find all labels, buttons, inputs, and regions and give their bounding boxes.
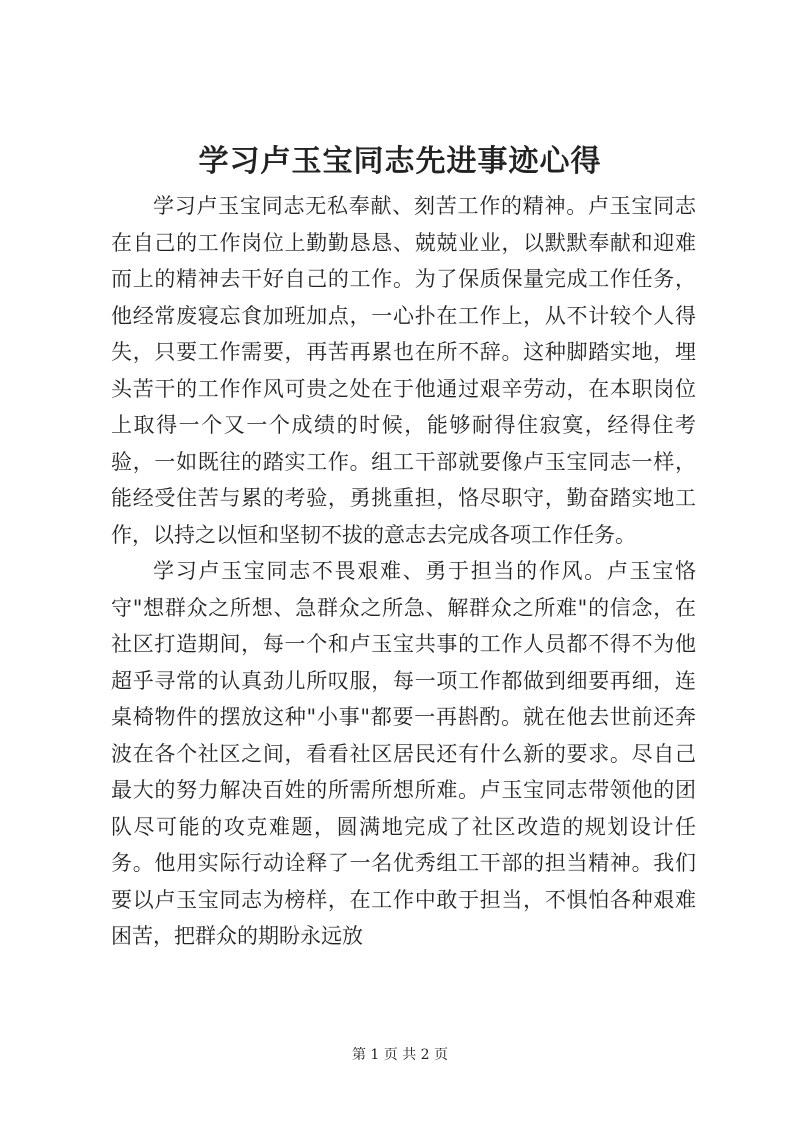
document-body [111,188,696,955]
paragraph-2: 学习卢玉宝同志不畏艰难、勇于担当的作风。卢玉宝恪守"想群众之所想、急群众之所急、解群众之所难"的信念，在社区打造期间，每一个和卢玉宝共事的工作人员都不得不为他超乎寻常的认真劲儿所叹服，每一项工作都做到细要再细，连桌椅物件的摆放这种"小事"都要一再斟酌。就在他去世前还奔波在各个社区之间，看看社区居民还有什么新的要求。尽自己最大的努力解决百姓的所需所想所难。卢玉宝同志带领他的团队尽可能的攻克难题，圆满地完成了社区改造的规划设计任务。他用实际行动诠释了一名优秀组工干部的担当精神。我们要以卢玉宝同志为榜样，在工作中敢于担当，不惧怕各种艰难困苦，把群众的期盼永远放 [111,559,696,948]
page-footer: 第 1 页 共 2 页 [351,1047,449,1063]
document-title: 学习卢玉宝同志先进事迹心得 [198,144,602,179]
paragraph-1: 学习卢玉宝同志无私奉献、刻苦工作的精神。卢玉宝同志在自己的工作岗位上勤勤恳恳、兢兢业业，以默默奉献和迎难而上的精神去干好自己的工作。为了保质保量完成工作任务，他经常废寝忘食加班加点，一心扑在工作上，从不计较个人得失，只要工作需要，再苦再累也在所不辞。这种脚踏实地，埋头苦干的工作作风可贵之处在于他通过艰辛劳动，在本职岗位上取得一个又一个成绩的时候，能够耐得住寂寞，经得住考验，一如既往的踏实工作。组工干部就要像卢玉宝同志一样，能经受住苦与累的考验，勇挑重担，恪尽职守，勤奋踏实地工作，以持之以恒和坚韧不拔的意志去完成各项工作任务。 [111,194,696,547]
